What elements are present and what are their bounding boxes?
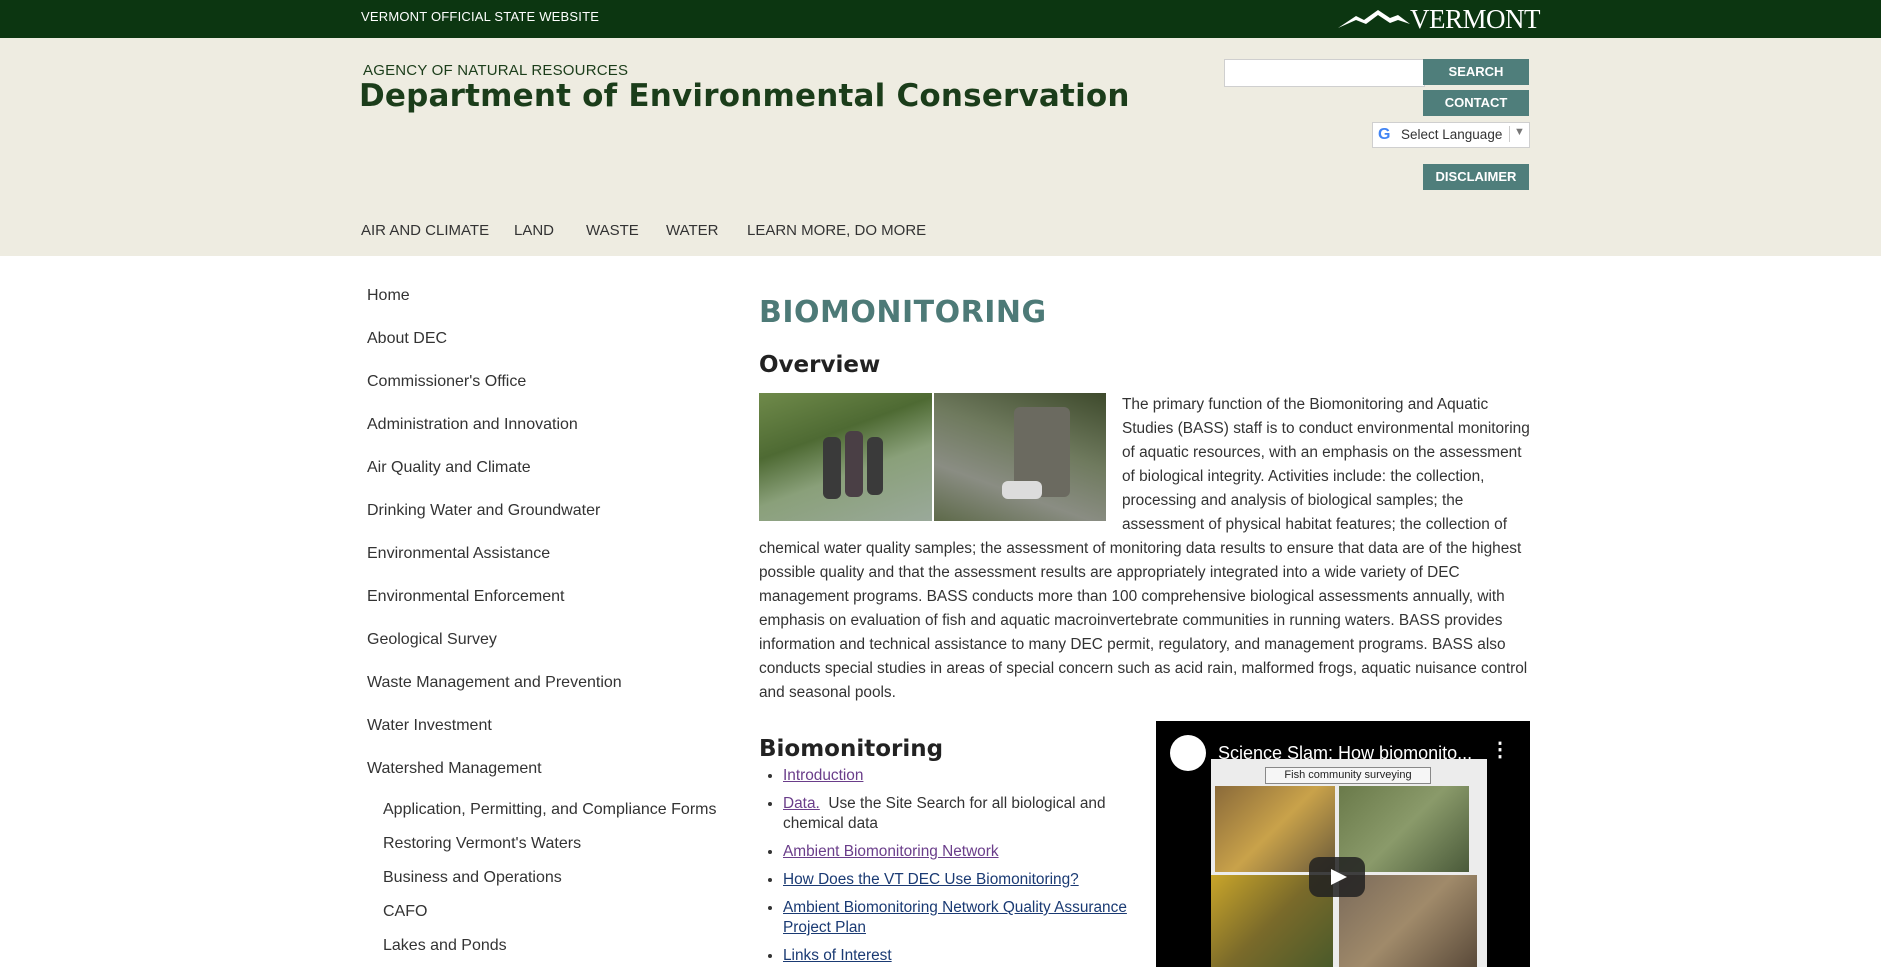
link-how-does[interactable]: How Does the VT DEC Use Biomonitoring?	[783, 871, 1079, 888]
agency-name: AGENCY OF NATURAL RESOURCES	[363, 62, 629, 79]
photo-spacer	[759, 393, 1122, 521]
sidebar-item-administration[interactable]: Administration and Innovation	[367, 416, 578, 433]
sidebar-item-home[interactable]: Home	[367, 287, 410, 304]
sidebar-item-air-quality[interactable]: Air Quality and Climate	[367, 459, 531, 476]
video-player[interactable]	[1156, 721, 1530, 967]
slide-title: Fish community surveying	[1265, 767, 1431, 784]
video-title[interactable]: Science Slam: How biomonito...	[1218, 743, 1473, 763]
sidebar-item-about-dec[interactable]: About DEC	[367, 330, 448, 347]
dropdown-arrow-icon: ▼	[1514, 126, 1525, 138]
divider	[1509, 126, 1510, 142]
list-item	[783, 794, 1154, 834]
language-select[interactable]	[1372, 122, 1530, 148]
list-item	[783, 946, 1154, 966]
biomonitoring-heading: Biomonitoring	[759, 736, 944, 762]
list-item	[783, 766, 1154, 786]
sidebar-item-environmental-enforcement[interactable]: Environmental Enforcement	[367, 588, 565, 605]
site-header	[0, 38, 1881, 256]
google-icon: G	[1378, 126, 1391, 143]
sidebar-item-waste-management[interactable]: Waste Management and Prevention	[367, 674, 622, 691]
sidebar-item-water-investment[interactable]: Water Investment	[367, 717, 492, 734]
list-item	[783, 870, 1154, 890]
vermont-logo[interactable]	[1338, 4, 1540, 34]
department-title[interactable]: Department of Environmental Conservation	[359, 78, 1130, 114]
channel-avatar[interactable]	[1170, 735, 1206, 771]
contact-button[interactable]: CONTACT	[1423, 90, 1529, 116]
nav-air-and-climate[interactable]: AIR AND CLIMATE	[361, 222, 490, 239]
play-button-icon[interactable]	[1309, 857, 1365, 897]
mountain-icon	[1338, 6, 1410, 32]
list-item	[783, 842, 1154, 862]
link-qa-plan[interactable]: Ambient Biomonitoring Network Quality Assurance Project Plan	[783, 899, 1127, 936]
official-site-label: VERMONT OFFICIAL STATE WEBSITE	[361, 9, 600, 24]
overview-text: The primary function of the Biomonitoring and Aquatic Studies (BASS) staff is to conduct environmental monitoring of aquatic resources, with an emphasis on the assessment of biological integrity. Activities include: the collection, processing and analysis of biological samples; the assessment of physical habitat features; the collection of chemical water quality samples; the assessment of monitoring data results to ensure that data are of the highest possible quality and that the assessment results are appropriately integrated into a wide variety of DEC management programs. BASS conducts more than 100 comprehensive biological assessments annually, with emphasis on evaluation of fish and aquatic macroinvertebrate communities in running waters. BASS provides information and technical assistance to many DEC permit, regulatory, and management programs. BASS also conducts special studies in areas of special concern such as acid rain, malformed frogs, aquatic nuisance control and seasonal pools.	[759, 396, 1530, 701]
nav-learn-more[interactable]: LEARN MORE, DO MORE	[747, 222, 927, 239]
language-select-label: Select Language	[1401, 127, 1503, 142]
sidebar-item-drinking-water[interactable]: Drinking Water and Groundwater	[367, 502, 601, 519]
link-links-of-interest[interactable]: Links of Interest	[783, 947, 892, 964]
link-data[interactable]: Data.	[783, 795, 820, 812]
sidebar-subitem-restoring-waters[interactable]: Restoring Vermont's Waters	[383, 835, 582, 852]
link-ambient-network[interactable]: Ambient Biomonitoring Network	[783, 843, 999, 860]
biomonitoring-links	[759, 766, 1154, 974]
search-input[interactable]	[1224, 59, 1425, 87]
sidebar-item-watershed-management[interactable]: Watershed Management	[367, 760, 542, 777]
nav-land[interactable]: LAND	[514, 222, 555, 239]
official-site-bar	[0, 0, 1881, 38]
sidebar-item-commissioners-office[interactable]: Commissioner's Office	[367, 373, 527, 390]
search-button[interactable]: SEARCH	[1423, 59, 1529, 85]
overview-heading: Overview	[759, 352, 881, 378]
sidebar-subitem-forms[interactable]: Application, Permitting, and Compliance Forms	[383, 801, 717, 818]
overview-paragraph	[759, 393, 1531, 705]
sidebar-subitem-business-operations[interactable]: Business and Operations	[383, 869, 562, 886]
sidebar-subitem-lakes-ponds[interactable]: Lakes and Ponds	[383, 937, 507, 954]
sidebar-item-geological-survey[interactable]: Geological Survey	[367, 631, 497, 648]
data-note: Use the Site Search for all biological and chemical data	[783, 795, 1106, 832]
page-title: BIOMONITORING	[759, 295, 1047, 330]
sidebar-item-environmental-assistance[interactable]: Environmental Assistance	[367, 545, 551, 562]
disclaimer-button[interactable]: DISCLAIMER	[1423, 164, 1529, 190]
more-options-icon[interactable]: ⋮	[1490, 739, 1510, 761]
vermont-wordmark: VERMONT	[1410, 4, 1540, 34]
nav-waste[interactable]: WASTE	[586, 222, 639, 239]
sidebar-subitem-cafo[interactable]: CAFO	[383, 903, 428, 920]
link-introduction[interactable]: Introduction	[783, 767, 864, 784]
nav-water[interactable]: WATER	[666, 222, 719, 239]
list-item	[783, 898, 1154, 938]
